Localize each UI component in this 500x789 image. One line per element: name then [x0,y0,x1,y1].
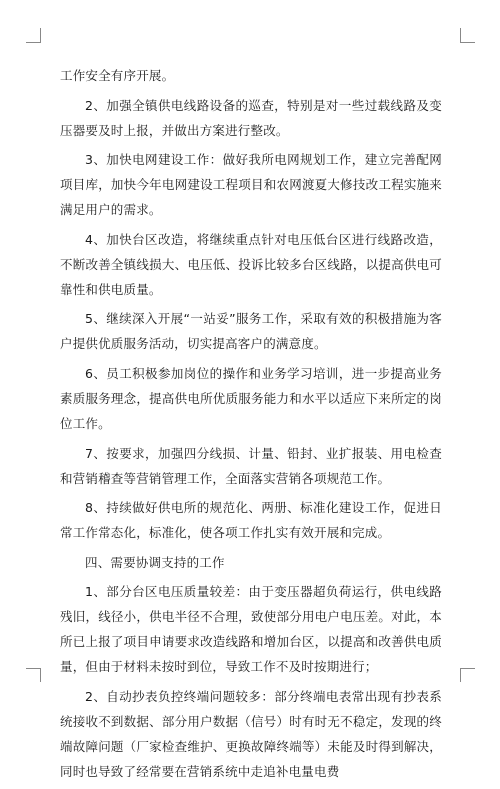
crop-mark-top-left-h [26,42,41,43]
crop-mark-top-left-v [40,28,41,42]
paragraph: 2、自动抄表负控终端问题较多：部分终端电表常出现有抄表系统接收不到数据、部分用户数据（信号）时有时无不稳定，发现的终端故障问题（厂家检查维护、更换故障终端等）未能及时得到解决，同时也导致了经常要在营销系统中走追补电量电费 [60,688,442,779]
paragraph: 1、部分台区电压质量较差：由于变压器超负荷运行，供电线路残旧，线径小，供电半径不合理，致使部分用电户电压差。对此，本所已上报了项目申请要求改造线路和增加台区，以提高和改善供电质量，但由于材料未按时到位，导致工作不及时按期进行； [60,584,442,675]
paragraph: 6、员工积极参加岗位的操作和业务学习培训，进一步提高业务素质服务理念，提高供电所优质服务能力和水平以适应下来所定的岗位工作。 [60,365,442,431]
crop-mark-bottom-right-h [460,668,475,669]
paragraph: 7、按要求，加强四分线损、计量、铅封、业扩报装、用电检查和营销稽查等营销管理工作，全面落实营销各项规范工作。 [60,445,442,486]
paragraph: 4、加快台区改造，将继续重点针对电压低台区进行线路改造，不断改善全镇线损大、电压低、投诉比较多台区线路，以提高供电可靠性和供电质量。 [60,231,442,297]
paragraph: 工作安全有序开展。 [60,68,175,83]
paragraph: 3、加快电网建设工作：做好我所电网规划工作，建立完善配网项目库，加快今年电网建设工程项目和农网渡夏大修技改工程实施来满足用户的需求。 [60,152,442,218]
paragraph: 8、持续做好供电所的规范化、两册、标准化建设工作，促进日常工作常态化，标准化，使各项工作扎实有效开展和完成。 [60,500,442,541]
crop-mark-bottom-right-v [460,668,461,682]
crop-mark-top-right-h [460,42,475,43]
paragraph: 5、继续深入开展“一站妥”服务工作，采取有效的积极措施为客户提供优质服务活动，切实提高客户的满意度。 [60,311,442,352]
paragraph: 2、加强全镇供电线路设备的巡查，特别是对一些过载线路及变压器要及时上报，并做出方案进行整改。 [60,97,442,138]
section-heading: 四、需要协调支持的工作 [85,554,225,570]
crop-mark-top-right-v [460,28,461,42]
document-body [60,63,442,789]
crop-mark-bottom-left-v [40,668,41,682]
crop-mark-bottom-left-h [26,668,41,669]
